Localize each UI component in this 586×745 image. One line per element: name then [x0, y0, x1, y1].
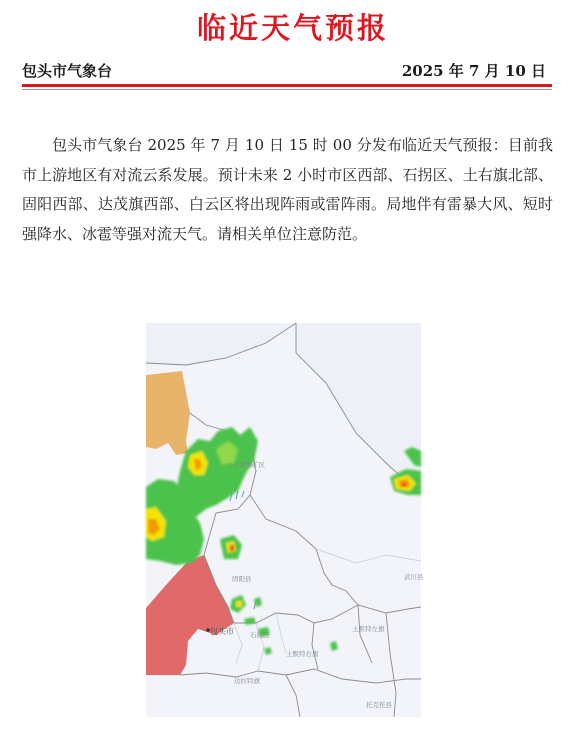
label-baotou: 包头市: [210, 627, 234, 636]
page-title: 临近天气预报: [196, 11, 389, 45]
radar-map: [146, 323, 424, 717]
label-baiyun: 白云鄂博矿区: [226, 461, 265, 469]
header-divider-gray: [22, 89, 552, 90]
label-wuchuan: 武川县: [404, 573, 424, 581]
label-tuoketuo: 托克托县: [366, 701, 392, 709]
label-tuzuo: 土默特左旗: [352, 625, 385, 633]
bulletin-paragraph: 包头市气象台 2025 年 7 月 10 日 15 时 00 分发布临近天气预报：目前我市上游地区有对流云系发展。预计未来 2 小时市区西部、石拐区、土右旗北部、固阳西部、达茂旗西部、白云区将出现阵雨或雷阵雨。局地伴有雷暴大风、短时强降水、冰雹等强对流天气。请相关单位注意防范。: [22, 136, 553, 243]
label-guyang: 固阳县: [232, 575, 252, 583]
issue-date: 2025 年 7 月 10 日: [401, 62, 546, 80]
issuer-name: 包头市气象台: [22, 62, 113, 80]
label-shiguai: 石拐区: [250, 631, 270, 639]
label-dalate: 达拉特旗: [234, 677, 260, 685]
city-marker: [206, 628, 210, 632]
region-orange: [146, 371, 190, 455]
label-tuyou: 土默特右旗: [286, 650, 319, 658]
header-divider-red: [22, 84, 552, 87]
